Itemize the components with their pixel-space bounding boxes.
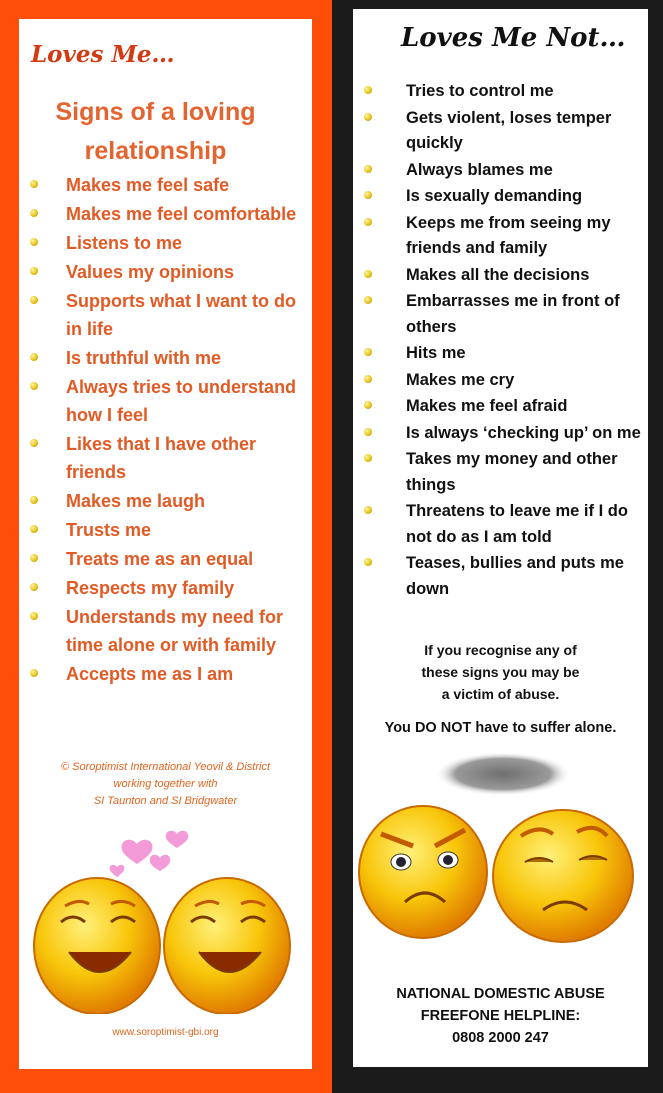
bullet-icon [30, 439, 38, 447]
storm-cloud-icon [435, 752, 571, 796]
warning-sign-item [361, 499, 646, 550]
warning-sign-item-text: Always blames me [406, 160, 553, 179]
warning-sign-item-text: Takes my money and other things [406, 450, 618, 494]
bullet-icon [364, 191, 372, 199]
heading-line-2: relationship [84, 137, 227, 165]
warning-sign-item [361, 289, 646, 340]
soroptimist-credit [19, 759, 312, 810]
credit-line-1: © Soroptimist International Yeovil & District [60, 761, 271, 773]
bullet-icon [364, 348, 372, 356]
loving-sign-item-text: Understands my need for time alone or with family [66, 607, 284, 655]
heading-line-1: Signs of a loving [55, 98, 256, 126]
bullet-icon [364, 454, 372, 462]
loving-sign-item [27, 258, 307, 286]
bullet-icon [364, 375, 372, 383]
loving-sign-item [27, 574, 307, 602]
bullet-icon [30, 209, 38, 217]
bullet-icon [30, 353, 38, 361]
bullet-icon [30, 496, 38, 504]
loving-sign-item-text: Likes that I have other friends [66, 434, 257, 482]
warning-sign-item [361, 79, 646, 105]
bullet-icon [364, 506, 372, 514]
warning-sign-item [361, 106, 646, 157]
loves-me-bookmark [19, 19, 312, 1069]
bullet-icon [364, 558, 372, 566]
loving-sign-item-text: Treats me as an equal [66, 549, 254, 569]
warning-sign-item [361, 394, 646, 420]
loving-sign-item [27, 430, 307, 486]
soroptimist-url: www.soroptimist-gbi.org [112, 1027, 219, 1038]
loving-sign-item-text: Always tries to understand how I feel [66, 377, 297, 425]
loving-sign-item-text: Makes me feel safe [66, 175, 230, 195]
sad-face-icon [493, 810, 633, 942]
bullet-icon [30, 612, 38, 620]
warning-sign-item [361, 263, 646, 289]
warning-sign-item-text: Embarrasses me in front of others [406, 292, 620, 336]
warning-sign-item [361, 421, 646, 447]
loving-signs-list [27, 171, 307, 689]
loving-sign-item [27, 200, 307, 228]
helpline-line-1: NATIONAL DOMESTIC ABUSE [396, 986, 605, 1002]
loving-sign-item [27, 344, 307, 372]
loving-sign-item-text: Respects my family [66, 578, 235, 598]
abuse-warning-note [353, 639, 648, 705]
loving-sign-item-text: Is truthful with me [66, 348, 221, 368]
warning-sign-item-text: Threatens to leave me if I do not do as I am told [406, 502, 628, 546]
bullet-icon [364, 270, 372, 278]
bullet-icon [364, 218, 372, 226]
happy-emoji-couple-image [19, 814, 312, 1014]
bullet-icon [30, 525, 38, 533]
loving-sign-item-text: Values my opinions [66, 262, 235, 282]
loving-sign-item [27, 660, 307, 688]
warning-sign-item [361, 158, 646, 184]
note-line-2: these signs you may be [421, 664, 580, 680]
loving-relationship-heading [19, 93, 292, 171]
warning-signs-list [361, 79, 646, 603]
bullet-icon [364, 296, 372, 304]
loving-sign-item-text: Trusts me [66, 520, 152, 540]
loves-me-title: Loves Me… [31, 41, 175, 68]
loving-sign-item-text: Listens to me [66, 233, 183, 253]
warning-sign-item-text: Is always ‘checking up’ on me [406, 423, 641, 442]
warning-sign-item-text: Teases, bullies and puts me down [406, 554, 624, 598]
warning-sign-item-text: Is sexually demanding [406, 187, 583, 205]
bullet-icon [30, 583, 38, 591]
loving-sign-item [27, 171, 307, 199]
loving-sign-item [27, 373, 307, 429]
warning-sign-item-text: Gets violent, loses temper quickly [406, 108, 612, 152]
loves-me-not-title: Loves Me Not… [401, 23, 626, 53]
warning-sign-item-text: Hits me [406, 344, 466, 362]
loving-sign-item-text: Makes me laugh [66, 491, 206, 511]
warning-sign-item [361, 447, 646, 498]
unhappy-emoji-couple-image [353, 744, 648, 944]
loving-sign-item-text: Supports what I want to do in life [66, 291, 296, 339]
warning-sign-item [361, 211, 646, 262]
loving-sign-item [27, 287, 307, 343]
credit-line-2: working together with [113, 778, 218, 790]
angry-face-icon [359, 806, 487, 938]
bullet-icon [30, 669, 38, 677]
bullet-icon [30, 180, 38, 188]
heart-icon [110, 831, 189, 877]
bullet-icon [30, 382, 38, 390]
loves-me-not-bookmark [353, 9, 648, 1067]
not-alone-message: You DO NOT have to suffer alone. [384, 720, 617, 736]
bullet-icon [364, 428, 372, 436]
loving-sign-item-text: Accepts me as I am [66, 664, 234, 684]
warning-sign-item-text: Tries to control me [406, 82, 554, 100]
warning-sign-item [361, 368, 646, 394]
bullet-icon [364, 401, 372, 409]
bullet-icon [30, 267, 38, 275]
helpline-line-2: FREEFONE HELPLINE: [420, 1008, 581, 1024]
bullet-icon [364, 86, 372, 94]
warning-sign-item [361, 341, 646, 367]
happy-face-icon [164, 878, 290, 1014]
helpline-info [353, 983, 648, 1049]
warning-sign-item-text: Makes all the decisions [406, 265, 590, 284]
note-line-1: If you recognise any of [424, 642, 577, 658]
note-line-3: a victim of abuse. [441, 686, 560, 702]
loving-sign-item [27, 545, 307, 573]
bullet-icon [30, 238, 38, 246]
bullet-icon [364, 165, 372, 173]
loving-sign-item-text: Makes me feel comfortable [66, 204, 297, 224]
loving-sign-item [27, 603, 307, 659]
loving-sign-item [27, 229, 307, 257]
bullet-icon [30, 554, 38, 562]
warning-sign-item-text: Makes me feel afraid [406, 397, 568, 415]
bullet-icon [364, 113, 372, 121]
happy-face-icon [34, 878, 160, 1014]
loving-sign-item [27, 516, 307, 544]
warning-sign-item [361, 551, 646, 602]
helpline-number: 0808 2000 247 [452, 1030, 549, 1046]
warning-sign-item-text: Makes me cry [406, 370, 515, 389]
loving-sign-item [27, 487, 307, 515]
warning-sign-item-text: Keeps me from seeing my friends and family [406, 213, 611, 257]
credit-line-3: SI Taunton and SI Bridgwater [93, 795, 238, 807]
warning-sign-item [361, 184, 646, 210]
bullet-icon [30, 296, 38, 304]
